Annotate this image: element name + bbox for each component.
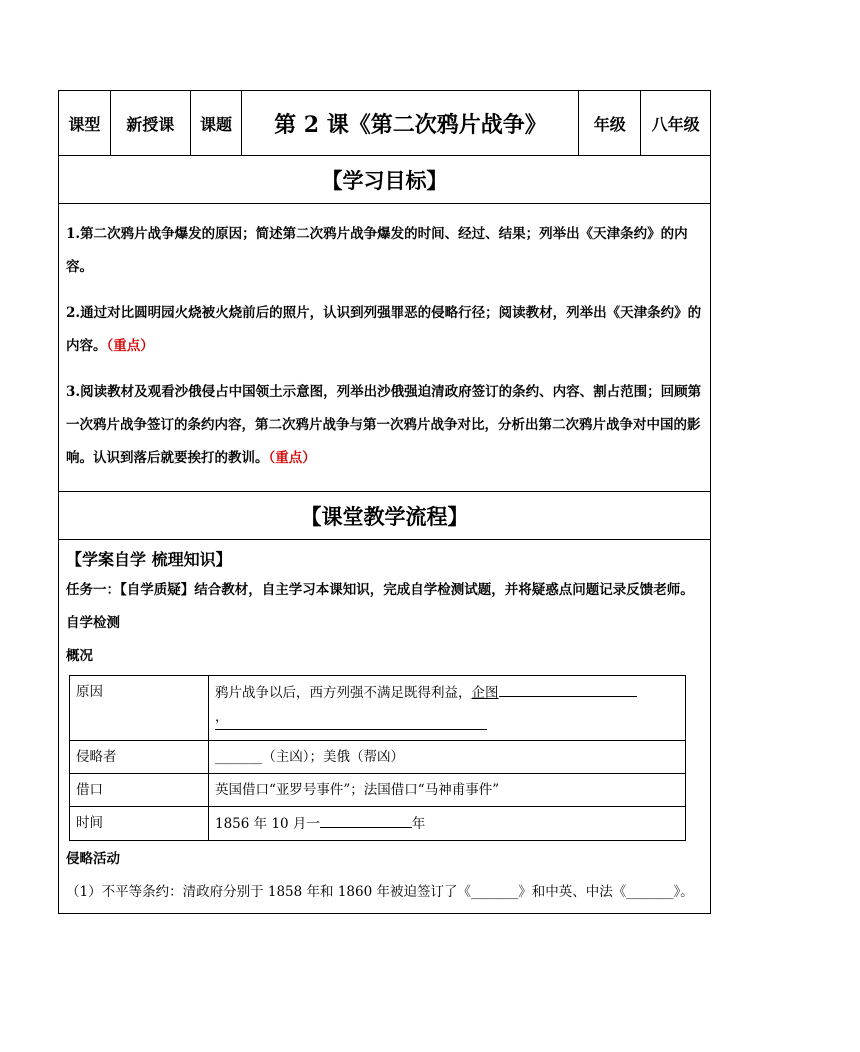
- goal-item: 2.通过对比圆明园火烧被火烧前后的照片，认识到列强罪恶的侵略行径；阅读教材，列举出《天津条约》的内容。（重点）: [66, 305, 702, 354]
- table-row: [70, 741, 686, 774]
- topic-label: 课题: [191, 91, 243, 155]
- goal-item: 1.第二次鸦片战争爆发的原因；简述第二次鸦片战争爆发的时间、经过、结果；列举出《天津条约》的内容。: [66, 226, 688, 275]
- row-key: 时间: [70, 807, 209, 841]
- activities-heading: 侵略活动: [66, 851, 120, 867]
- overview-heading: 概况: [66, 648, 93, 664]
- overview-table: [69, 675, 686, 841]
- flow-subtitle: 【学案自学 梳理知识】: [66, 550, 232, 569]
- row-value: 英国借口“亚罗号事件”；法国借口“马神甫事件”: [209, 774, 686, 807]
- table-row: [70, 807, 686, 841]
- type-value: 新授课: [111, 91, 191, 155]
- type-label: 课型: [59, 91, 111, 155]
- task-text: 任务一：【自学质疑】结合教材，自主学习本课知识，完成自学检测试题，并将疑惑点问题记录反馈老师。: [66, 582, 694, 598]
- row-key: 原因: [70, 676, 209, 741]
- self-check-heading: 自学检测: [66, 615, 120, 631]
- row-key: 借口: [70, 774, 209, 807]
- goals-title: 【学习目标】: [58, 156, 711, 204]
- table-row: [70, 676, 686, 741]
- row-value: _______（主凶）；美俄（帮凶）: [209, 741, 686, 774]
- flow-content: [58, 540, 711, 914]
- lesson-plan: [58, 90, 711, 914]
- goal-item: 3.阅读教材及观看沙俄侵占中国领土示意图，列举出沙俄强迫清政府签订的条约、内容、割占范围；回顾第一次鸦片战争签订的条约内容，第二次鸦片战争与第一次鸦片战争对比，分析出第二次鸦片战争对中国的影响。认识到落后就要挨打的教训。（重点）: [66, 384, 702, 466]
- row-value: 1856 年 10 月一 年: [209, 807, 686, 841]
- goals-list: [58, 204, 711, 492]
- row-key: 侵略者: [70, 741, 209, 774]
- key-point-tag: （重点）: [106, 338, 154, 354]
- grade-value: 八年级: [651, 114, 700, 134]
- activity-item: （1）不平等条约：清政府分别于 1858 年和 1860 年被迫签订了《_______》和中英、中法《_______》。: [66, 884, 694, 900]
- grade-label: 年级: [579, 91, 641, 155]
- table-row: [70, 774, 686, 807]
- row-value: 鸦片战争以后，西方列强不满足既得利益，企图 ，: [209, 676, 686, 741]
- key-point-tag: （重点）: [268, 450, 316, 466]
- flow-title: 【课堂教学流程】: [58, 492, 711, 540]
- header-row: [58, 90, 711, 156]
- topic-value: 第 2 课《第二次鸦片战争》: [242, 91, 579, 155]
